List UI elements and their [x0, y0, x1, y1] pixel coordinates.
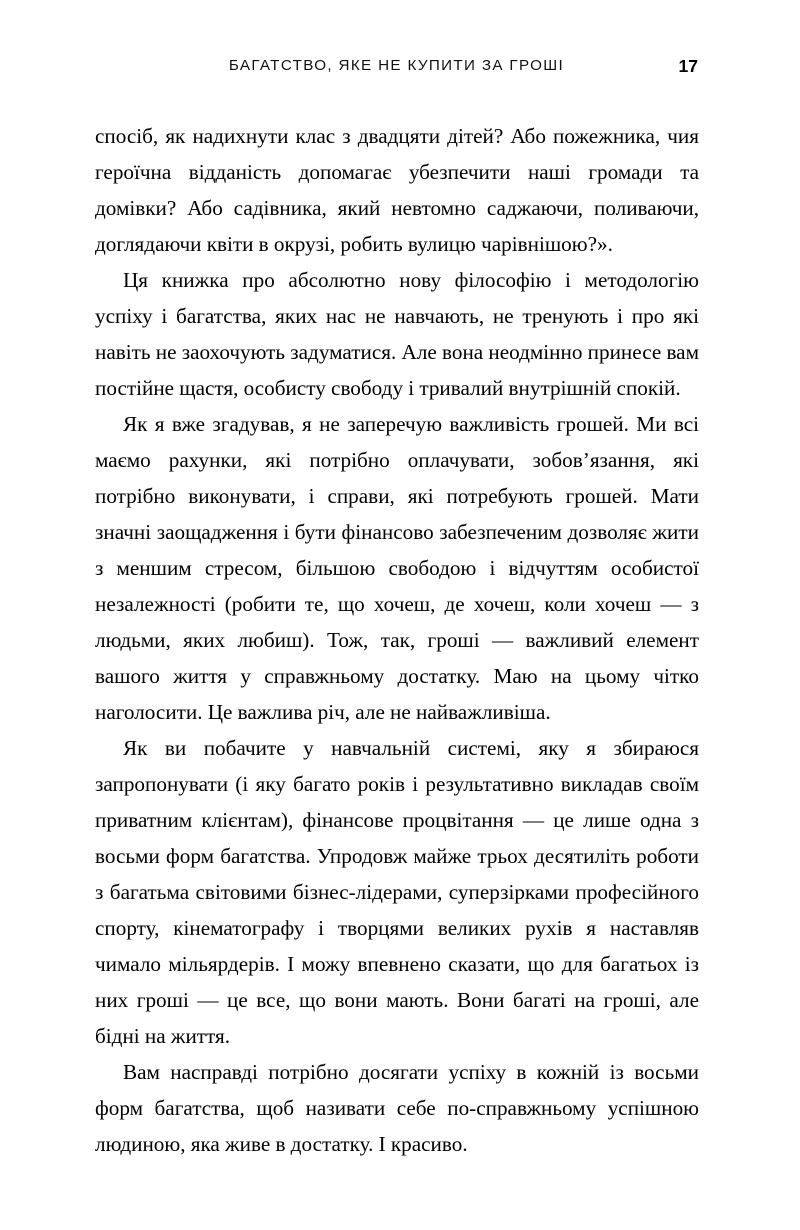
paragraph: Вам насправді потрібно досягати успіху в кожній із восьми форм багатства, щоб називати себе по-справжньому успішною людиною, яка живе в достатку. І красиво. [95, 1060, 699, 1156]
paragraph: спосіб, як надихнути клас з двадцяти дітей? Або пожежника, чия героїчна відданість допомагає убезпечити наші громади та домівки? Або садівника, який невтомно саджаючи, поливаючи, доглядаючи квіти в окрузі, робить вулицю чарівнішою?». [95, 124, 699, 256]
paragraph: Ця книжка про абсолютно нову філософію і методологію успіху і багатства, яких нас не навчають, не тренують і про які навіть не заохочують задуматися. Але вона неодмінно принесе вам постійне щастя, особисту свободу і тривалий внутрішній спокій. [95, 268, 699, 400]
page-number: 17 [678, 56, 698, 76]
body-text-block [95, 118, 699, 1162]
running-head-title: БАГАТСТВО, ЯКЕ НЕ КУПИТИ ЗА ГРОШІ [228, 57, 565, 74]
running-head [95, 58, 698, 84]
paragraph: Як ви побачите у навчальній системі, яку я збираюся запропонувати (і яку багато років і результативно викладав своїм приватним клієнтам), фінансове процвітання — це лише одна з восьми форм багатства. Упродовж майже трьох десятиліть роботи з багатьма світовими бізнес-лідерами, суперзірками професійного спорту, кінематографу і творцями великих рухів я наставляв чимало мільярдерів. І можу впевнено сказати, що для багатьох із них гроші — це все, що вони мають. Вони багаті на гроші, але бідні на життя. [95, 736, 699, 1048]
paragraph: Як я вже згадував, я не заперечую важливість грошей. Ми всі маємо рахунки, які потрібно оплачувати, зобов’язання, які потрібно виконувати, і справи, які потребують грошей. Мати значні заощадження і бути фінансово забезпеченим дозволяє жити з меншим стресом, більшою свободою і відчуттям особистої незалежності (робити те, що хочеш, де хочеш, коли хочеш — з людьми, яких любиш). Тож, так, гроші — важливий елемент вашого життя у справжньому достатку. Маю на цьому чітко наголосити. Це важлива річ, але не найважливіша. [95, 412, 699, 724]
